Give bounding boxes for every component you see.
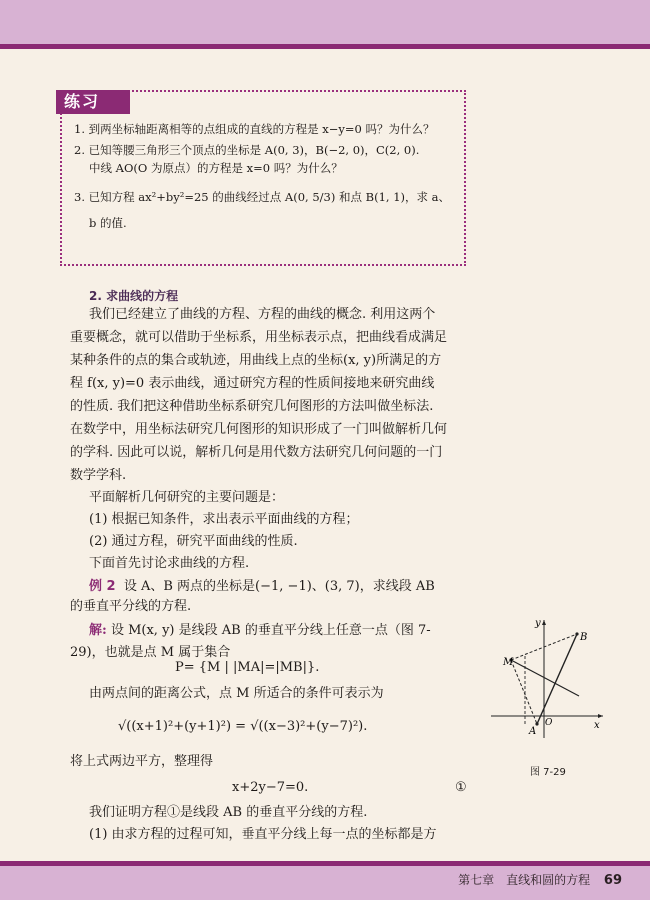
equation-number: ① [455,780,467,795]
paragraph-line: 我们已经建立了曲线的方程、方程的曲线的概念. 利用这两个 [89,307,436,322]
label-y: y [535,618,541,629]
step-1-line: (1) 由求方程的过程可知，垂直平分线上每一点的坐标都是方 [89,827,437,842]
section-title: 2. 求曲线的方程 [89,289,179,303]
paragraph-line: 在数学中，用坐标法研究几何图形的知识形成了一门叫做解析几何 [70,422,448,437]
label-M: M [503,657,514,668]
solution-line-2: 29)，也就是点 M 属于集合 [70,645,231,660]
paragraph-line: (2) 通过方程，研究平面曲线的性质. [89,534,298,549]
paragraph-line: (1) 根据已知条件，求出表示平面曲线的方程； [89,512,359,527]
solution-line-1 [89,621,431,641]
y-arrow-icon [542,620,546,625]
label-x: x [594,720,600,731]
exercise-item-1: 1. 到两坐标轴距离相等的点组成的直线的方程是 x−y=0 吗？为什么？ [74,122,435,136]
paragraph-line: 数学学科. [70,468,127,483]
figure-caption: 图 7-29 [530,767,566,778]
paragraph-line: 某种条件的点的集合或轨迹，用曲线上点的坐标(x, y)所满足的方 [70,353,442,368]
set-equation: P= {M | |MA|=|MB|}. [175,660,320,675]
exercise-label: 练习 [56,90,130,114]
exercise-box [60,90,466,266]
x-arrow-icon [598,714,603,718]
page-footer [458,871,622,888]
label-A: A [529,726,537,737]
exercise-item-3-cont: b 的值. [89,216,127,230]
top-band [0,0,650,44]
solution-label: 解: [89,623,107,638]
point-B [575,632,578,635]
solution-text: 设 M(x, y) 是线段 AB 的垂直平分线上任意一点（图 7- [110,623,431,638]
label-O: O [545,718,553,728]
exercise-item-2: 2. 已知等腰三角形三个顶点的坐标是 A(0, 3)，B(−2, 0)，C(2, 0). [74,143,420,157]
prove-line: 我们证明方程①是线段 AB 的垂直平分线的方程. [89,805,368,820]
exercise-item-3: 3. 已知方程 ax²+by²=25 的曲线经过点 A(0, 5/3) 和点 B(1, 1)，求 a、 [74,190,451,204]
segment-MA [511,660,537,724]
chapter-title: 第七章 直线和圆的方程 [458,873,591,887]
square-intro: 将上式两边平方，整理得 [70,754,214,769]
exercise-item-2-cont: 中线 AO(O 为原点）的方程是 x=0 吗？为什么？ [89,161,343,175]
line-equation: x+2y−7=0. [232,780,309,795]
label-B: B [580,632,588,643]
paragraph-line: 程 f(x, y)=0 表示曲线，通过研究方程的性质间接地来研究曲线 [70,376,435,391]
segment-AB [537,634,577,724]
paragraph-line: 下面首先讨论求曲线的方程. [89,556,250,571]
example-label: 例 2 [89,579,116,594]
example-line-1 [89,577,435,597]
distance-intro: 由两点间的距离公式，点 M 所适合的条件可表示为 [89,686,384,701]
paragraph-line: 重要概念，就可以借助于坐标系，用坐标表示点，把曲线看成满足 [70,330,448,345]
paragraph-line: 的性质. 我们把这种借助坐标系研究几何图形的方法叫做坐标法. [70,399,434,414]
top-band-line [0,44,650,49]
perpendicular-bisector [511,660,579,696]
paragraph-line: 平面解析几何研究的主要问题是： [89,490,285,505]
paragraph-line: 的学科. 因此可以说，解析几何是用代数方法研究几何问题的一门 [70,445,443,460]
example-line-2: 的垂直平分线的方程. [70,599,192,614]
figure-7-29 [487,612,607,742]
example-text: 设 A、B 两点的坐标是(−1, −1)、(3, 7)，求线段 AB [123,579,435,594]
page-number: 69 [603,873,622,888]
distance-equation: √((x+1)²+(y+1)²) = √((x−3)²+(y−7)²). [118,719,368,734]
